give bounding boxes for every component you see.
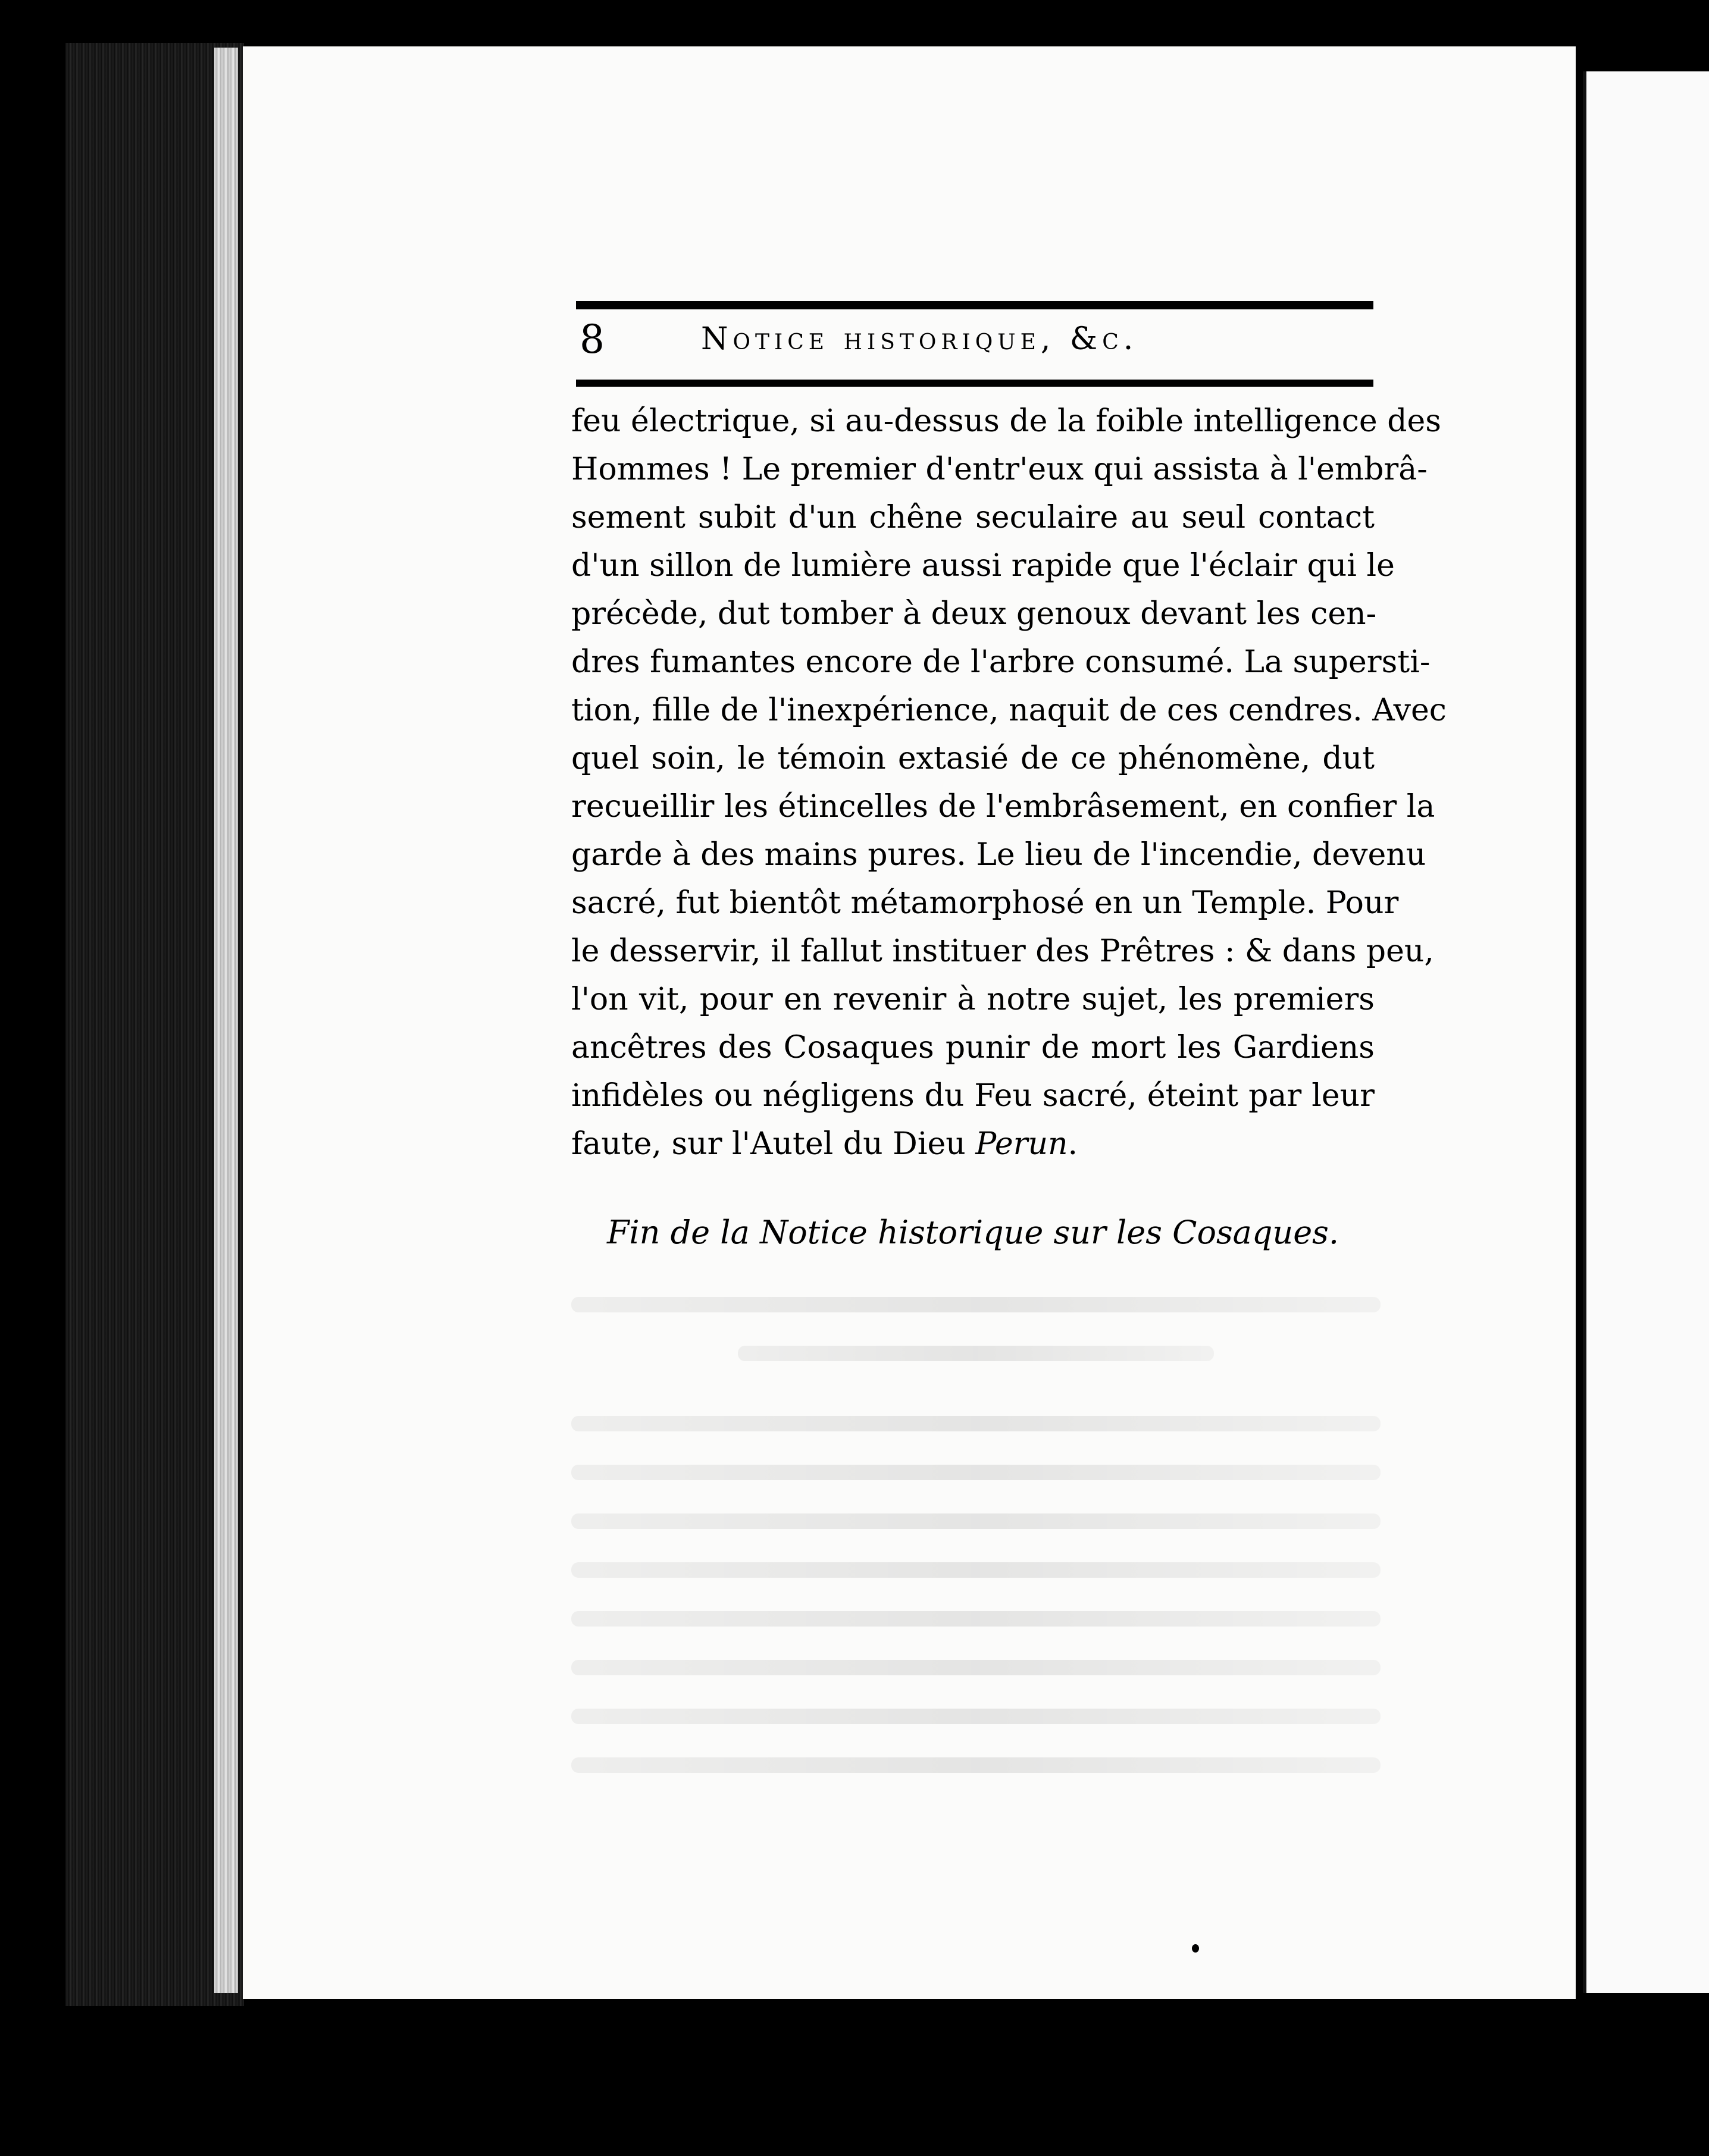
show-through-line xyxy=(571,1465,1381,1480)
final-line-period: . xyxy=(1068,1126,1078,1162)
book-page-edge-light xyxy=(214,48,238,1993)
header-rule-bottom xyxy=(576,380,1373,387)
facing-page xyxy=(1583,71,1709,1993)
text-line: le desservir, il fallut instituer des Prêtres : & dans peu, xyxy=(571,933,1434,969)
page-number: 8 xyxy=(580,316,605,362)
body-text xyxy=(571,397,1447,1168)
text-line: d'un sillon de lumière aussi rapide que l'éclair qui le xyxy=(571,548,1395,584)
show-through-line xyxy=(571,1562,1381,1578)
text-line: sacré, fut bientôt métamorphosé en un Temple. Pour xyxy=(571,885,1399,921)
text-line-final xyxy=(571,1120,1375,1168)
show-through-line xyxy=(738,1346,1214,1361)
show-through-line xyxy=(571,1757,1381,1773)
show-through-line xyxy=(571,1709,1381,1724)
text-line: l'on vit, pour en revenir à notre sujet, les premiers xyxy=(571,982,1375,1017)
text-line: tion, fille de l'inexpérience, naquit de ces cendres. Avec xyxy=(571,692,1447,728)
show-through-line xyxy=(571,1513,1381,1529)
show-through-line xyxy=(571,1416,1381,1431)
text-line: infidèles ou négligens du Feu sacré, éteint par leur xyxy=(571,1078,1375,1114)
closing-line: Fin de la Notice historique sur les Cosaques. xyxy=(606,1214,1339,1251)
final-line-text: faute, sur l'Autel du Dieu xyxy=(571,1126,976,1162)
text-line: sement subit d'un chêne seculaire au seul contact xyxy=(571,500,1375,535)
running-head: Notice historique, &c. xyxy=(701,321,1138,357)
text-line: Hommes ! Le premier d'entr'eux qui assista à l'embrâ- xyxy=(571,452,1428,487)
page-header xyxy=(576,308,1373,380)
final-line-italic: Perun xyxy=(975,1126,1068,1162)
show-through-line xyxy=(571,1660,1381,1675)
show-through-line xyxy=(571,1297,1381,1312)
text-line: recueillir les étincelles de l'embrâsement, en confier la xyxy=(571,789,1435,825)
text-line: ancêtres des Cosaques punir de mort les Gardiens xyxy=(571,1030,1375,1066)
show-through-line xyxy=(571,1611,1381,1627)
text-line: quel soin, le témoin extasié de ce phénomène, dut xyxy=(571,741,1375,776)
text-line: feu électrique, si au-dessus de la foible intelligence des xyxy=(571,403,1441,439)
text-line: garde à des mains pures. Le lieu de l'incendie, devenu xyxy=(571,837,1426,873)
text-line: précède, dut tomber à deux genoux devant les cen- xyxy=(571,596,1377,632)
ink-speck xyxy=(1192,1944,1199,1953)
text-line: dres fumantes encore de l'arbre consumé. La supersti- xyxy=(571,644,1431,680)
